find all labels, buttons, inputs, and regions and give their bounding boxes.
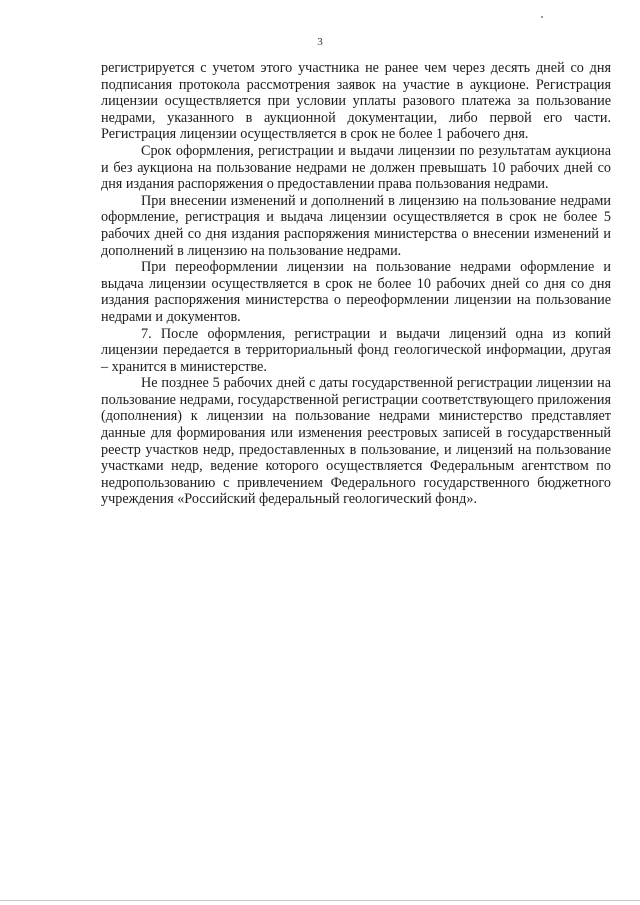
paragraph-item-7: 7. После оформления, регистрации и выдачи лицензий одна из копий лицензии передается в территориальный фонд геологической информации, другая – хранится в министерстве. bbox=[101, 325, 611, 375]
document-body bbox=[101, 60, 611, 508]
page-bottom-edge bbox=[0, 900, 640, 901]
paragraph-license-amendments: При внесении изменений и дополнений в лицензию на пользование недрами оформление, регистрация и выдача лицензии осуществляется в срок не более 5 рабочих дней со дня издания распоряжения министерства о внесении изменений и дополнений в лицензию на пользование недрами. bbox=[101, 192, 611, 259]
paragraph-registry-data: Не позднее 5 рабочих дней с даты государственной регистрации лицензии на пользование недрами, государственной регистрации соответствующего приложения (дополнения) к лицензии на пользование недрами министерство представляет данные для формирования или изменения реестровых записей в государственный реестр участков недр, предоставленных в пользование, и лицензий на пользование участками недр, ведение которого осуществляется Федеральным агентством по недропользованию с привлечением Федерального государственного бюджетного учреждения «Российский федеральный геологический фонд». bbox=[101, 375, 611, 508]
scan-speck bbox=[541, 16, 543, 18]
paragraph-continuation: регистрируется с учетом этого участника не ранее чем через десять дней со дня подписания протокола рассмотрения заявок на участие в аукционе. Регистрация лицензии осуществляется при условии уплаты разового платежа за пользование недрами, указанного в аукционной документации, либо первой его части. Регистрация лицензии осуществляется в срок не более 1 рабочего дня. bbox=[101, 60, 611, 143]
page-number: 3 bbox=[317, 36, 323, 48]
paragraph-license-reissue: При переоформлении лицензии на пользование недрами оформление и выдача лицензии осуществляется в срок не более 10 рабочих дней со дня со дня издания распоряжения министерства о переоформлении лицензии на пользование недрами и документов. bbox=[101, 259, 611, 325]
paragraph-license-issuance-term: Срок оформления, регистрации и выдачи лицензии по результатам аукциона и без аукциона на пользование недрами не должен превышать 10 рабочих дней со дня издания распоряжения о предоставлении права пользования недрами. bbox=[101, 142, 611, 193]
